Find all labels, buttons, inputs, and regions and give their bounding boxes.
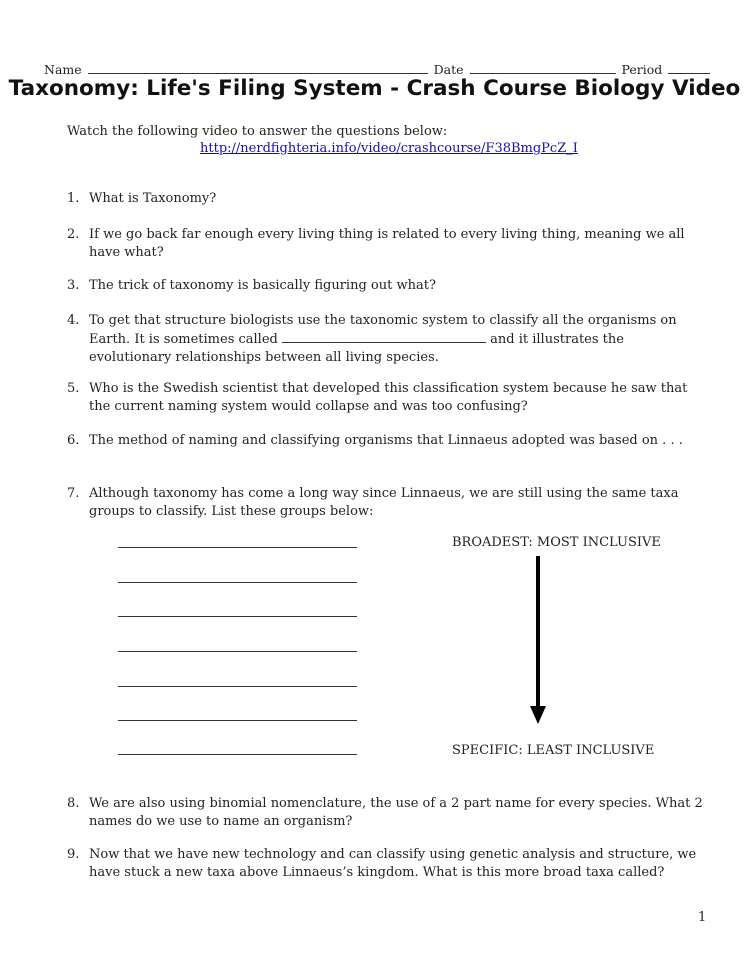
question-5 [67,380,707,416]
question-number: 2. [67,227,80,242]
question-number: 9. [67,847,80,862]
page-number: 1 [698,910,707,925]
question-text: Now that we have new technology and can classify using genetic analysis and structure, we have stuck a new taxa above Linnaeus’s kingdom. What is this more broad taxa called? [89,847,697,880]
question-number: 3. [67,278,80,293]
inline-answer-blank[interactable] [282,330,486,343]
question-3 [67,277,707,295]
question-1 [67,190,707,208]
question-9 [67,846,707,882]
taxa-answer-line[interactable] [118,685,357,687]
taxa-answer-line[interactable] [118,615,357,617]
question-8 [67,795,707,831]
specific-label: SPECIFIC: LEAST INCLUSIVE [452,743,655,758]
date-label: Date [433,62,464,77]
broadest-label: BROADEST: MOST INCLUSIVE [452,535,661,550]
taxa-answer-line[interactable] [118,753,357,755]
question-text-part-a: To get that structure biologists use the taxonomic system to classify all the organisms on Earth. It is sometimes called [89,313,677,347]
taxa-answer-line[interactable] [118,650,357,652]
question-text: Who is the Swedish scientist that developed this classification system because he saw that the current naming system would collapse and was too confusing? [89,381,688,414]
name-label: Name [44,62,82,77]
taxa-answer-line[interactable] [118,719,357,721]
question-6 [67,432,707,450]
question-text: If we go back far enough every living thing is related to every living thing, meaning we all have what? [89,227,685,260]
question-text: The method of naming and classifying organisms that Linnaeus adopted was based on . . . [89,433,683,448]
video-link[interactable]: http://nerdfighteria.info/video/crashcourse/F38BmgPcZ_I [200,141,578,156]
question-number: 8. [67,796,80,811]
question-number: 7. [67,486,80,501]
question-text-part-b: and it illustrates the evolutionary relationships between all living species. [89,332,624,365]
name-field[interactable] [88,72,428,74]
arrow-head-icon [530,706,546,724]
question-2 [67,226,707,262]
question-text: We are also using binomial nomenclature, the use of a 2 part name for every species. What 2 names do we use to name an organism? [89,796,703,829]
date-field[interactable] [470,72,616,74]
worksheet-title: Taxonomy: Life's Filing System - Crash Course Biology Video [8,76,741,101]
taxa-answer-line[interactable] [118,581,357,583]
question-text: The trick of taxonomy is basically figuring out what? [89,278,436,293]
student-info-header [44,62,712,77]
question-7 [67,485,707,521]
period-field[interactable] [668,72,710,74]
question-number: 6. [67,433,80,448]
question-number: 1. [67,191,80,206]
intro-instruction: Watch the following video to answer the questions below: [67,124,448,139]
down-arrow-icon [536,556,540,708]
question-text: Although taxonomy has come a long way since Linnaeus, we are still using the same taxa groups to classify. List these groups below: [89,486,679,519]
taxa-answer-line[interactable] [118,546,357,548]
period-label: Period [621,62,663,77]
question-number: 4. [67,313,80,328]
question-4 [67,312,707,367]
question-text: What is Taxonomy? [89,191,217,206]
question-number: 5. [67,381,80,396]
